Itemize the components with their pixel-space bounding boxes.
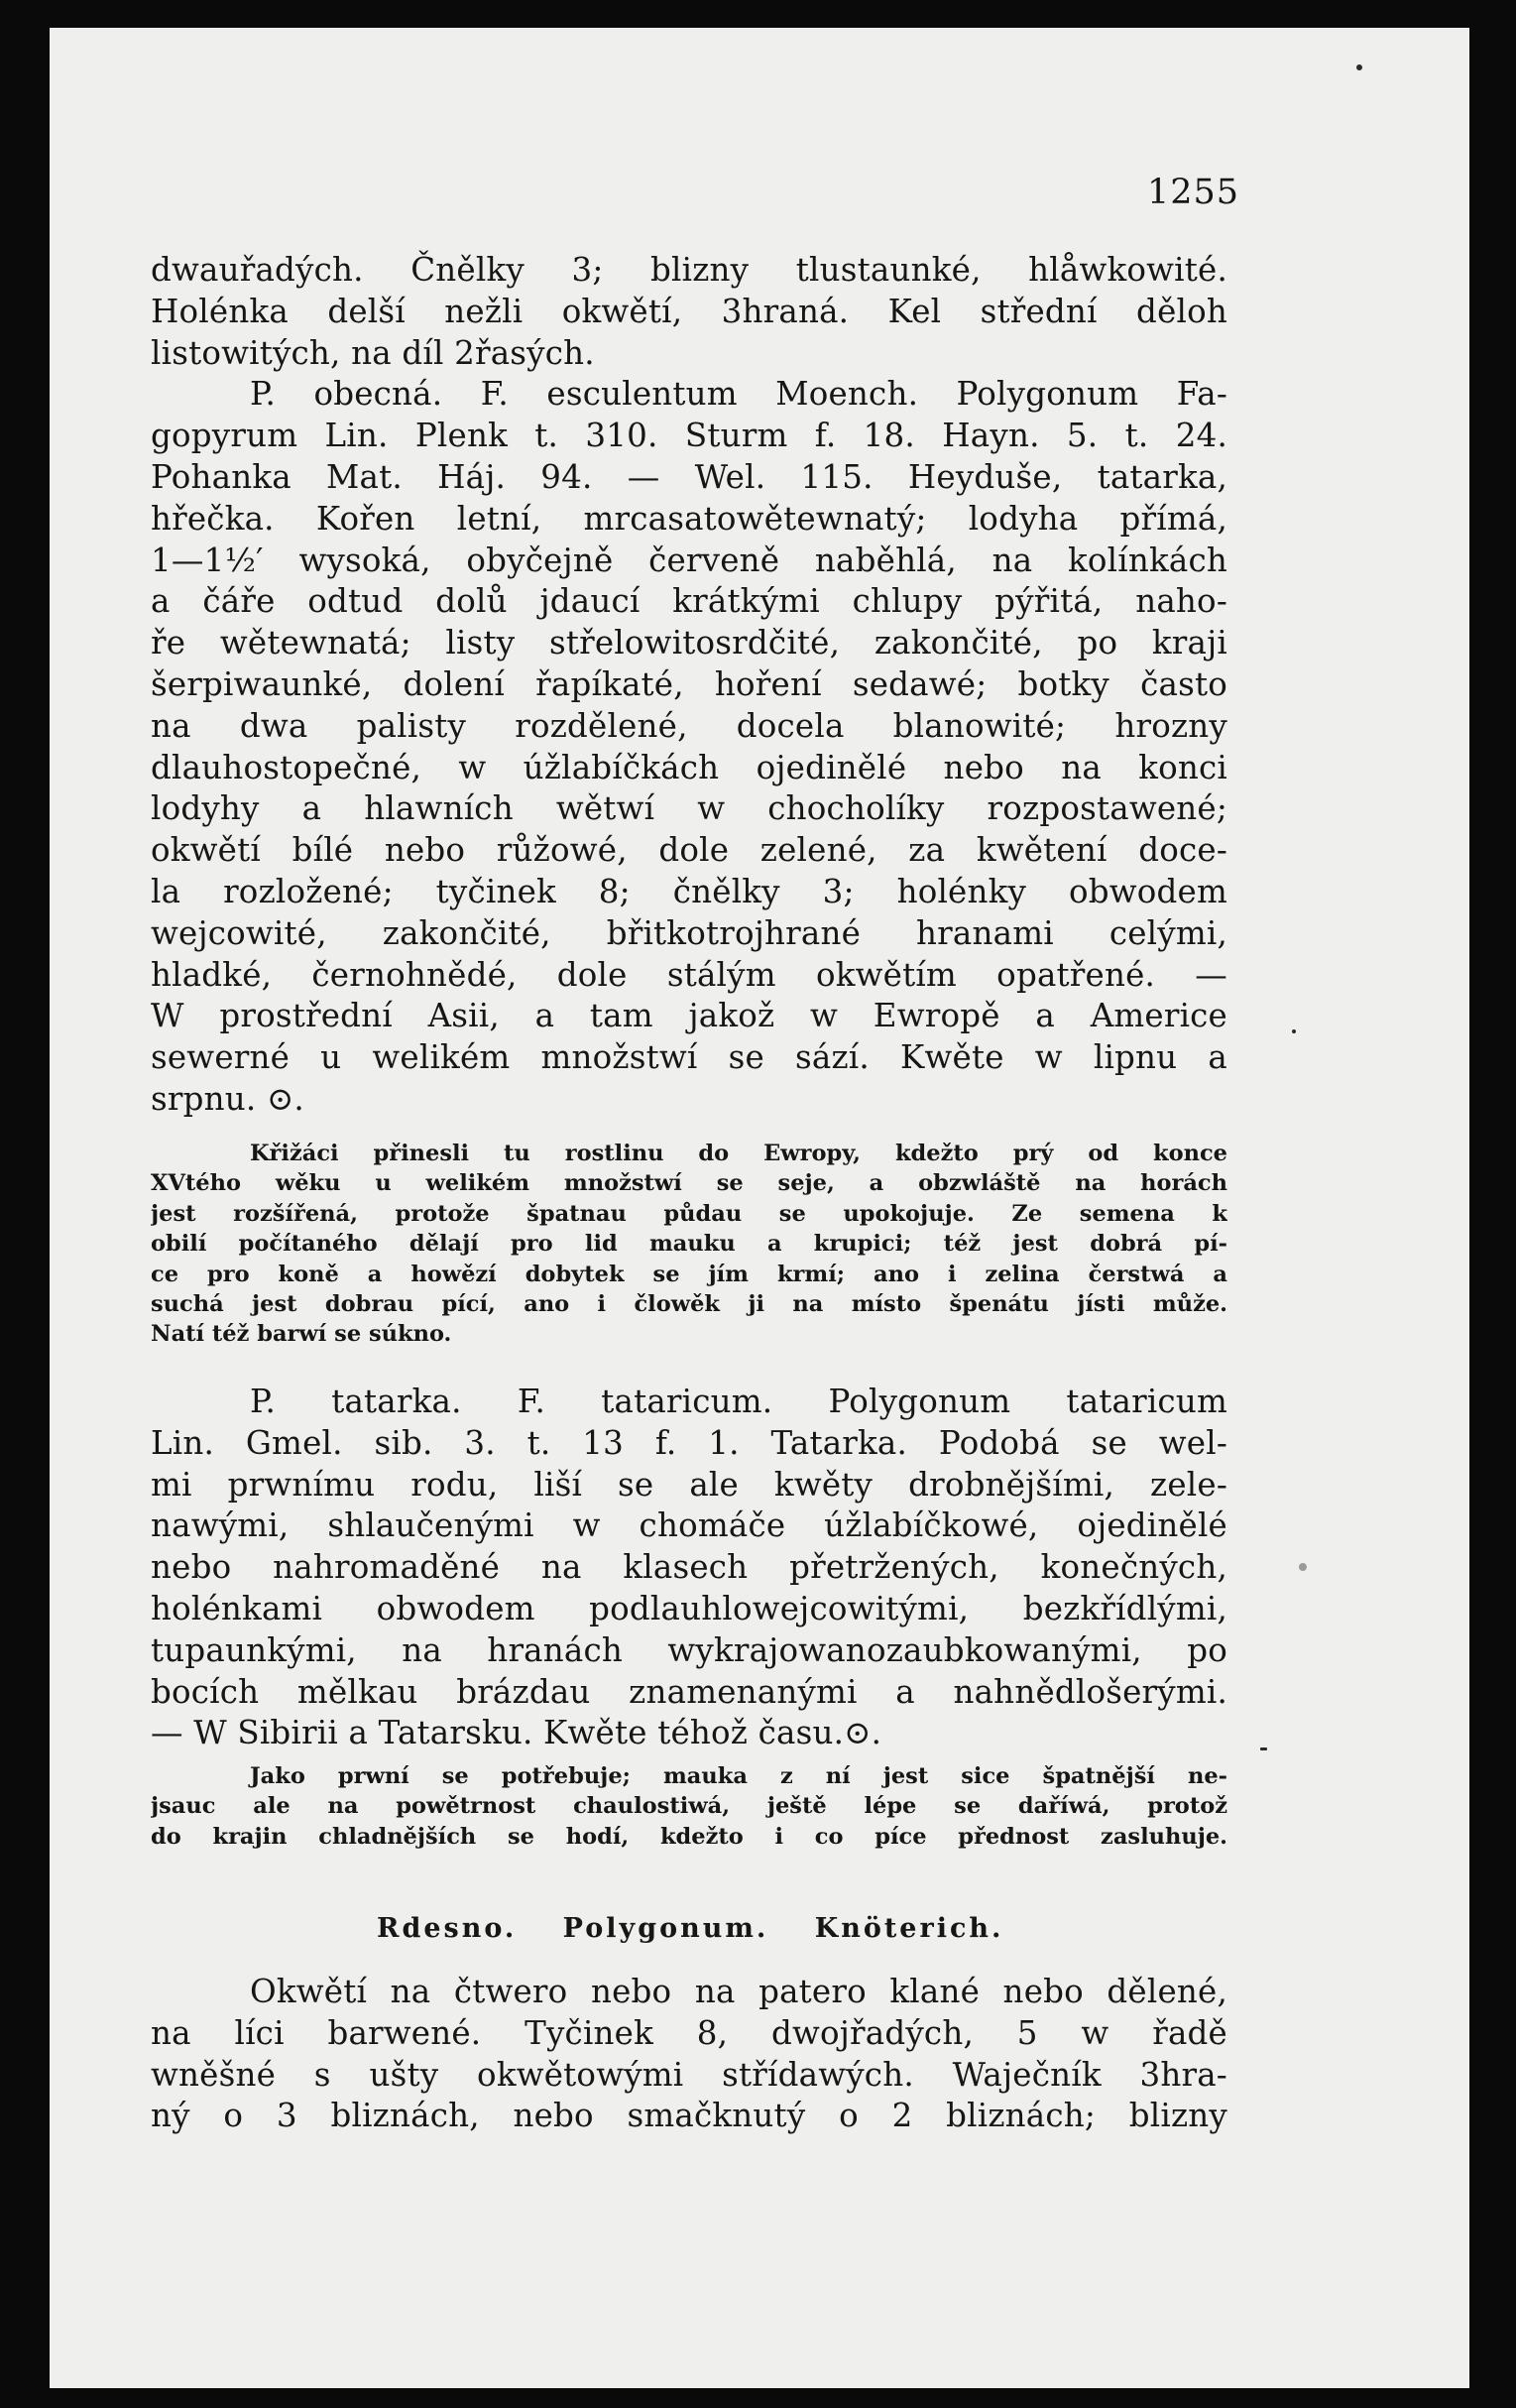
text-line: ře wětewnatá; listy střelowitosrdčité, zakončité, po kraji	[151, 624, 1227, 662]
text-line: Okwětí na čtwero nebo na patero klané nebo dělené,	[250, 1973, 1227, 2010]
text-line: P. obecná. F. esculentum Moench. Polygonum Fa-	[250, 375, 1227, 414]
note-line: jsauc ale na powětrnost chaulostiwá, ještě lépe se daříwá, protož	[151, 1793, 1227, 1820]
heading-latin: Polygonum.	[562, 1913, 769, 1944]
text-line: mi prwnímu rodu, liší se ale kwěty drobnějšími, zele-	[151, 1465, 1227, 1504]
note-line: Natí též barwí se súkno.	[151, 1321, 452, 1348]
text-line: nebo nahromaděné na klasech přetržených, konečných,	[151, 1548, 1227, 1587]
genus-heading	[377, 1912, 1037, 1946]
note-line: suchá jest dobrau pící, ano i člowěk ji na místo špenátu jísti může.	[151, 1290, 1227, 1317]
text-line: la rozložené; tyčinek 8; čnělky 3; holénky obwodem	[151, 872, 1227, 910]
text-line: na líci barwené. Tyčinek 8, dwojřadých, 5 w řadě	[151, 2013, 1227, 2052]
description-fagopyrum-continued	[151, 250, 1227, 1121]
scan-speck	[1356, 64, 1362, 70]
text-line: wejcowité, zakončité, břitkotrojhrané hranami celými,	[151, 913, 1227, 952]
text-line: tupaunkými, na hranách wykrajowanozaubkowanými, po	[151, 1630, 1227, 1669]
footnote-tataricum	[151, 1761, 1227, 1852]
footnote-fagopyrum	[151, 1139, 1227, 1350]
text-line: nawými, shlaučenými w chomáče úžlabíčkowé, ojedinělé	[151, 1506, 1227, 1545]
note-line: ce pro koně a howězí dobytek se jím krmí; ano i zelina čerstwá a	[151, 1261, 1227, 1287]
text-line: sewerné u welikém množstwí se sází. Kwěte w lipnu a	[151, 1038, 1227, 1077]
text-line: Pohanka Mat. Háj. 94. — Wel. 115. Heyduše, tatarka,	[151, 457, 1227, 496]
text-line: dlauhostopečné, w úžlabíčkách ojedinělé nebo na konci	[151, 748, 1227, 786]
scan-speck	[1260, 1747, 1267, 1750]
heading-german: Knöterich.	[814, 1913, 1004, 1944]
text-line: dwauřadých. Čnělky 3; blizny tlustaunké, hlåwkowité.	[151, 251, 1227, 289]
text-line: hladké, černohnědé, dole stálým okwětím opatřené. —	[151, 955, 1227, 994]
note-line: Jako prwní se potřebuje; mauka z ní jest sice špatnější ne-	[250, 1763, 1227, 1789]
page-number: 1255	[1147, 173, 1240, 212]
note-line: obilí počítaného dělají pro lid mauku a krupici; též jest dobrá pí-	[151, 1231, 1227, 1258]
text-line: bocích mělkau brázdau znamenanými a nahnědlošerými.	[151, 1672, 1227, 1711]
text-line: holénkami obwodem podlauhlowejcowitými, bezkřídlými,	[151, 1589, 1227, 1627]
text-line: listowitých, na díl 2řasých.	[151, 333, 595, 372]
scan-speck	[1299, 1563, 1307, 1571]
note-line: XVtého wěku u welikém množstwí se seje, a obzwláště na horách	[151, 1170, 1227, 1197]
text-line: gopyrum Lin. Plenk t. 310. Sturm f. 18. Hayn. 5. t. 24.	[151, 417, 1227, 455]
text-line: ný o 3 bliznách, nebo smačknutý o 2 bliznách; blizny	[151, 2097, 1227, 2135]
genus-description	[151, 1972, 1227, 2137]
text-line: lodyhy a hlawních wětwí w chocholíky rozpostawené;	[151, 789, 1227, 828]
scan-speck	[1292, 1029, 1296, 1033]
description-tataricum	[151, 1382, 1227, 1754]
note-line: jest rozšířená, protože špatnau půdau se upokojuje. Ze semena k	[151, 1200, 1227, 1227]
text-line: hřečka. Kořen letní, mrcasatowětewnatý; lodyha přímá,	[151, 499, 1227, 538]
text-line: 1—1½′ wysoká, obyčejně červeně naběhlá, na kolínkách	[151, 541, 1227, 579]
heading-czech: Rdesno.	[377, 1913, 518, 1944]
book-page	[50, 28, 1469, 2388]
text-line: okwětí bílé nebo růžowé, dole zelené, za kwětení doce-	[151, 831, 1227, 870]
text-line: a čáře odtud dolů jdaucí krátkými chlupy pýřitá, naho-	[151, 582, 1227, 621]
text-line: P. tatarka. F. tataricum. Polygonum tataricum	[250, 1383, 1227, 1420]
note-line: Křižáci přinesli tu rostlinu do Ewropy, kdežto prý od konce	[250, 1141, 1227, 1166]
note-line: do krajin chladnějších se hodí, kdežto i co píce přednost zasluhuje.	[151, 1823, 1227, 1850]
text-line: na dwa palisty rozdělené, docela blanowité; hrozny	[151, 706, 1227, 745]
text-line: W prostřední Asii, a tam jakož w Ewropě a Americe	[151, 997, 1227, 1035]
text-line: srpnu. ⊙.	[151, 1079, 304, 1118]
text-line: — W Sibirii a Tatarsku. Kwěte téhož času.⊙.	[151, 1714, 882, 1752]
text-line: Holénka delší nežli okwětí, 3hraná. Kel střední děloh	[151, 292, 1227, 330]
text-line: Lin. Gmel. sib. 3. t. 13 f. 1. Tatarka. Podobá se wel-	[151, 1423, 1227, 1462]
text-line: šerpiwaunké, dolení řapíkaté, hoření sedawé; botky často	[151, 664, 1227, 703]
text-line: wněšné s ušty okwětowými střídawých. Waječník 3hra-	[151, 2055, 1227, 2094]
